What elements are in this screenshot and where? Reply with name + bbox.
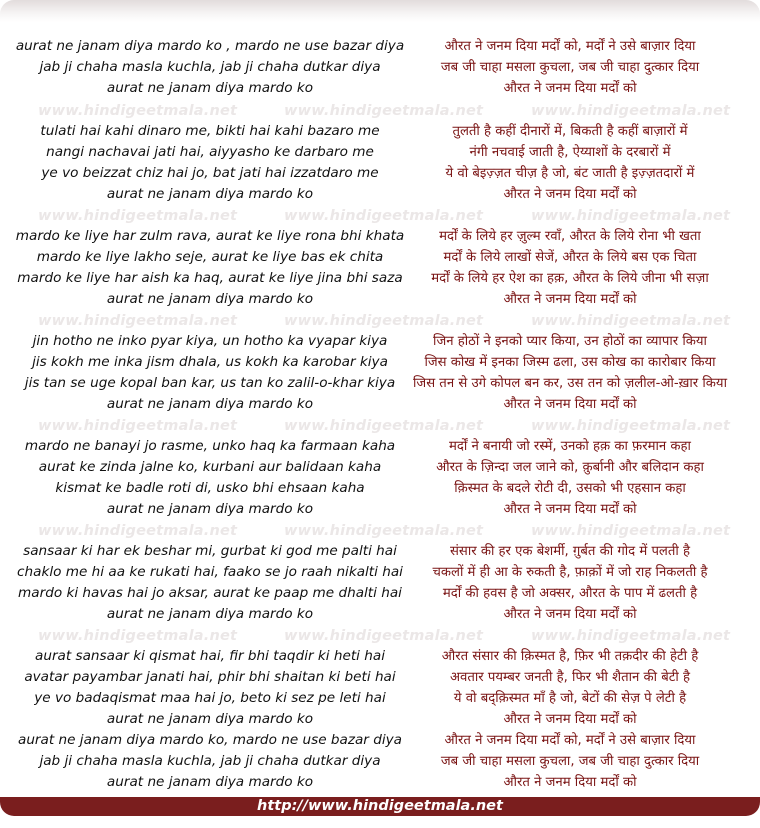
lyric-line-roman: kismat ke badle roti di, usko bhi ehsaan kaha [55, 480, 365, 496]
lyric-line-roman: ye vo badaqismat maa hai jo, beto ki sez pe leti hai [34, 690, 386, 706]
lyric-line-hindi: औरत ने जनम दिया मर्दों को, मर्दों ने उसे बाज़ार दिया [444, 39, 696, 54]
lyric-line-hindi: मर्दों के लिये हर ऐश का हक़, औरत के लिये जीना भी सज़ा [431, 271, 709, 286]
watermark-text: www.hindigeetmala.net [531, 313, 731, 329]
lyric-line-roman: nangi nachavai jati hai, aiyyasho ke darbaro me [46, 144, 374, 160]
watermark-text: www.hindigeetmala.net [38, 103, 238, 119]
lyric-line-roman: aurat ne janam diya mardo ko [106, 80, 314, 96]
watermark-text: www.hindigeetmala.net [531, 208, 731, 224]
watermark-text: www.hindigeetmala.net [284, 103, 484, 119]
lyric-line-roman: avatar payambar janati hai, phir bhi shaitan ki beti hai [24, 669, 396, 685]
lyric-line-hindi: जिस कोख में इनका जिस्म ढला, उस कोख का कारोबार किया [424, 355, 716, 370]
watermark-row [0, 103, 760, 123]
lyric-line-hindi: औरत ने जनम दिया मर्दों को [503, 187, 637, 202]
lyric-line-hindi: मर्दों के लिये लाखों सेजें, औरत के लिये बस एक चिता [443, 250, 697, 265]
lyric-line-hindi: क़िस्मत के बदले रोटी दी, उसको भी एहसान कहा [454, 481, 686, 496]
lyric-line-hindi: तुलती है कहीं दीनारों में, बिकती है कहीं बाज़ारों में [452, 124, 688, 139]
watermark-text: www.hindigeetmala.net [531, 103, 731, 119]
lyric-line-hindi: औरत ने जनम दिया मर्दों को [503, 502, 637, 517]
lyric-line-hindi: औरत ने जनम दिया मर्दों को [503, 607, 637, 622]
lyric-line-hindi: मर्दों की हवस है जो अक्सर, औरत के पाप में ढलती है [442, 586, 698, 601]
lyric-line-roman: aurat ne janam diya mardo ko [106, 711, 314, 727]
lyric-line-hindi: औरत ने जनम दिया मर्दों को, मर्दों ने उसे बाज़ार दिया [444, 733, 696, 748]
watermark-text: www.hindigeetmala.net [38, 418, 238, 434]
lyric-line-hindi: अवतार पयम्बर जनती है, फिर भी शैतान की बेटी है [449, 670, 691, 685]
lyric-line-roman: mardo ke liye har aish ka haq, aurat ke liye jina bhi saza [17, 270, 403, 286]
lyric-line-hindi: औरत ने जनम दिया मर्दों को [503, 712, 637, 727]
lyric-line-roman: aurat ne janam diya mardo ko [106, 291, 314, 307]
lyric-line-hindi: औरत ने जनम दिया मर्दों को [503, 397, 637, 412]
lyric-line-roman: mardo ki havas hai jo aksar, aurat ke paap me dhalti hai [18, 585, 402, 601]
lyric-line-hindi: औरत संसार की क़िस्मत है, फ़िर भी तक़दीर की हेटी है [441, 649, 699, 664]
watermark-text: www.hindigeetmala.net [531, 628, 731, 644]
watermark-text: www.hindigeetmala.net [531, 523, 731, 539]
lyric-line-roman: aurat ne janam diya mardo ko [106, 606, 314, 622]
lyric-line-roman: jis tan se uge kopal ban kar, us tan ko zalil-o-khar kiya [24, 375, 396, 391]
lyric-line-hindi: मर्दों ने बनायी जो रस्में, उनको हक़ का फ़रमान कहा [449, 439, 691, 454]
watermark-row [0, 313, 760, 333]
lyric-line-roman: aurat ne janam diya mardo ko [106, 774, 314, 790]
watermark-row [0, 418, 760, 438]
lyric-line-roman: aurat ne janam diya mardo ko [106, 186, 314, 202]
lyric-line-hindi: औरत ने जनम दिया मर्दों को [503, 292, 637, 307]
watermark-text: www.hindigeetmala.net [38, 208, 238, 224]
lyric-line-hindi: औरत के ज़िन्दा जल जाने को, क़ुर्बानी और बलिदान कहा [436, 460, 704, 475]
lyric-line-roman: mardo ne banayi jo rasme, unko haq ka farmaan kaha [24, 438, 396, 454]
footer-url-link[interactable]: http://www.hindigeetmala.net [257, 798, 503, 814]
lyric-line-roman: aurat ne janam diya mardo ko [106, 501, 314, 517]
watermark-row [0, 523, 760, 543]
lyric-line-hindi: चकलों में ही आ के रुकती है, फ़ाक़ों में जो राह निकलती है [432, 565, 708, 580]
lyric-line-roman: aurat ke zinda jalne ko, kurbani aur balidaan kaha [38, 459, 382, 475]
lyric-line-roman: aurat ne janam diya mardo ko [106, 396, 314, 412]
lyric-line-roman: aurat sansaar ki qismat hai, fir bhi taqdir ki heti hai [35, 648, 385, 664]
lyric-line-hindi: नंगी नचवाई जाती है, ऐय्याशों के दरबारों में [469, 145, 671, 160]
lyric-line-roman: sansaar ki har ek beshar mi, gurbat ki god me palti hai [23, 543, 397, 559]
watermark-text: www.hindigeetmala.net [531, 418, 731, 434]
lyric-line-roman: aurat ne janam diya mardo ko, mardo ne use bazar diya [17, 732, 403, 748]
lyric-line-roman: jab ji chaha masla kuchla, jab ji chaha dutkar diya [39, 753, 381, 769]
watermark-text: www.hindigeetmala.net [38, 523, 238, 539]
lyric-line-hindi: जब जी चाहा मसला कुचला, जब जी चाहा दुत्कार दिया [440, 60, 700, 75]
lyric-line-hindi: औरत ने जनम दिया मर्दों को [503, 775, 637, 790]
lyric-line-hindi: जब जी चाहा मसला कुचला, जब जी चाहा दुत्कार दिया [440, 754, 700, 769]
lyric-line-roman: jab ji chaha masla kuchla, jab ji chaha dutkar diya [39, 59, 381, 75]
lyric-line-hindi: जिन होठों ने इनको प्यार किया, उन होठों का व्यापार किया [433, 334, 707, 349]
lyric-line-roman: mardo ke liye har zulm rava, aurat ke liye rona bhi khata [15, 228, 405, 244]
lyric-line-hindi: ये वो बेइज़्ज़त चीज़ है जो, बंट जाती है इज़्ज़तदारों में [445, 166, 695, 181]
lyric-line-hindi: मर्दों के लिये हर ज़ुल्म रवाँ, औरत के लिये रोना भी खता [439, 229, 701, 244]
lyric-line-roman: jin hotho ne inko pyar kiya, un hotho ka vyapar kiya [32, 333, 388, 349]
lyric-line-hindi: औरत ने जनम दिया मर्दों को [503, 81, 637, 96]
watermark-text: www.hindigeetmala.net [284, 208, 484, 224]
watermark-text: www.hindigeetmala.net [38, 628, 238, 644]
watermark-row [0, 628, 760, 648]
watermark-text: www.hindigeetmala.net [284, 523, 484, 539]
watermark-text: www.hindigeetmala.net [38, 313, 238, 329]
lyric-line-roman: mardo ke liye lakho seje, aurat ke liye bas ek chita [36, 249, 384, 265]
lyric-line-hindi: जिस तन से उगे कोपल बन कर, उस तन को ज़लील-ओ-ख़ार किया [413, 376, 727, 391]
top-border [0, 0, 760, 22]
lyric-line-roman: aurat ne janam diya mardo ko , mardo ne use bazar diya [15, 38, 405, 54]
watermark-text: www.hindigeetmala.net [284, 628, 484, 644]
footer-bar [0, 797, 760, 816]
watermark-text: www.hindigeetmala.net [284, 418, 484, 434]
lyric-line-roman: chaklo me hi aa ke rukati hai, faako se jo raah nikalti hai [17, 564, 403, 580]
lyric-line-roman: ye vo beizzat chiz hai jo, bat jati hai izzatdaro me [41, 165, 379, 181]
lyric-line-roman: tulati hai kahi dinaro me, bikti hai kahi bazaro me [40, 123, 380, 139]
watermark-row [0, 208, 760, 228]
lyric-line-hindi: ये वो बद्क़िस्मत माँ है जो, बेटों की सेज़ पे लेटी है [453, 691, 687, 706]
lyric-line-hindi: संसार की हर एक बेशर्मी, ग़ुर्बत की गोद में पलती है [449, 544, 691, 559]
watermark-text: www.hindigeetmala.net [284, 313, 484, 329]
lyric-line-roman: jis kokh me inka jism dhala, us kokh ka karobar kiya [32, 354, 388, 370]
